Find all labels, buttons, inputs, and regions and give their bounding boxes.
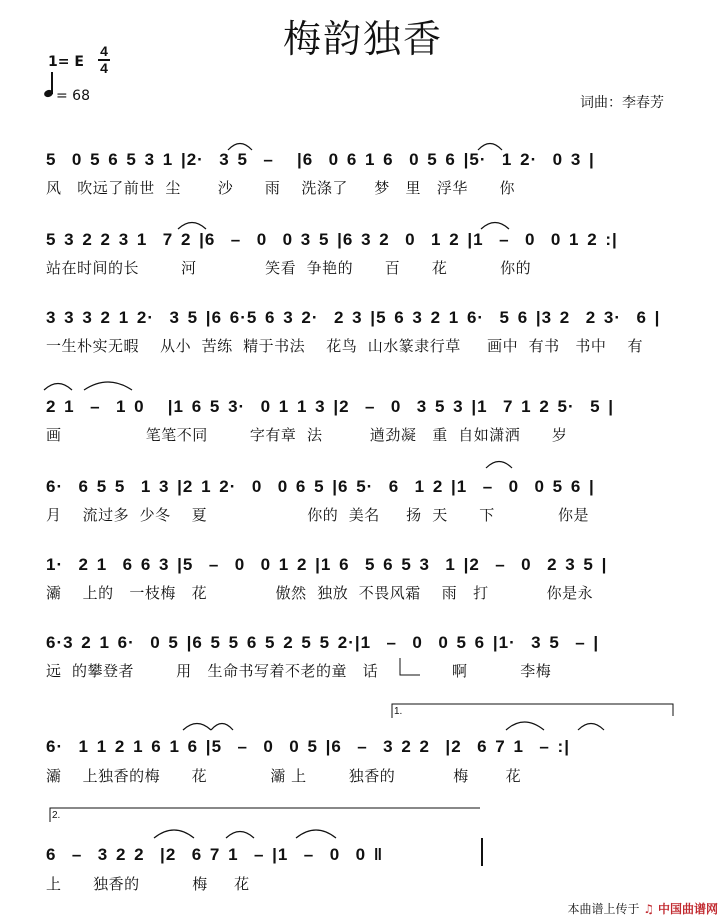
tempo-marking: = 68 xyxy=(56,88,90,104)
system-6-notes: 1· 2 1 6 6 3 |5 – 0 0 1 2 |1 6 5 6 5 3 1 |2 – 0 2 3 5 | xyxy=(46,555,608,574)
slur-mark xyxy=(486,462,512,469)
system-4-notes: 2 1 – 1 0 |1 6 5 3· 0 1 1 3 |2 – 0 3 5 3 |1 7 1 2 5· 5 | xyxy=(46,397,615,416)
slur-mark xyxy=(481,223,509,230)
time-sig-top: 4 xyxy=(100,43,108,59)
footer-brand[interactable]: 中国曲谱网 xyxy=(657,902,718,916)
system-2-lyrics: 站在时间的长 河 笑看 争艳的 百 花 你的 xyxy=(46,259,532,277)
slur-mark xyxy=(84,382,132,390)
system-3-notes: 3 3 3 2 1 2· 3 5 |6 6·5 6 3 2· 2 3 |5 6 3 2 1 6· 5 6 |3 2 2 3· 6 | xyxy=(46,308,661,327)
time-sig-bottom: 4 xyxy=(100,60,108,76)
slur-mark xyxy=(578,724,604,731)
slur-mark xyxy=(296,830,336,838)
system-3-lyrics: 一生朴实无暇 从小 苦练 精于书法 花鸟 山水篆隶行草 画中 有书 书中 有 xyxy=(46,337,644,355)
slur-mark xyxy=(211,724,233,731)
system-9-notes: 6 – 3 2 2 |2 6 7 1 – |1 – 0 0 ‖ xyxy=(46,845,384,864)
volta-1-label: 1. xyxy=(394,706,403,717)
site-logo-icon: ♫ xyxy=(643,902,655,916)
footer-text: 本曲谱上传于 xyxy=(567,902,640,916)
credit: 词曲：李春芳 xyxy=(580,95,664,111)
slur-mark xyxy=(178,223,206,230)
system-8-lyrics: 灞 上独香的梅 花 灞 上 独香的 梅 花 xyxy=(46,767,522,785)
volta-2-label: 2. xyxy=(52,810,61,821)
slur-mark xyxy=(226,832,254,839)
system-2-notes: 5 3 2 2 3 1 7 2 |6 – 0 0 3 5 |6 3 2 0 1 2 |1 – 0 0 1 2 :| xyxy=(46,230,618,249)
system-5-lyrics: 月 流过多 少冬 夏 你的 美名 扬 天 下 你是 xyxy=(46,506,590,524)
volta-2-bracket xyxy=(50,808,480,822)
system-7-lyrics: 远 的攀登者 用 生命书写着不老的童 话 啊 李梅 xyxy=(46,662,552,680)
slur-mark xyxy=(183,724,211,731)
system-4-lyrics: 画 笔笔不同 字有章 法 遒劲凝 重 自如潇洒 岁 xyxy=(46,426,568,444)
volta-1-bracket xyxy=(392,704,673,718)
slur-mark xyxy=(154,830,194,838)
slur-mark xyxy=(228,144,252,151)
key-signature: 1= E xyxy=(48,54,84,70)
system-1-notes: 5 0 5 6 5 3 1 |2· 3 5 – |6 0 6 1 6 0 5 6 |5· 1 2· 0 3 | xyxy=(46,150,595,169)
system-5-notes: 6· 6 5 5 1 3 |2 1 2· 0 0 6 5 |6 5· 6 1 2 |1 – 0 0 5 6 | xyxy=(46,477,595,496)
slur-mark xyxy=(478,144,502,151)
slur-mark xyxy=(506,722,544,730)
system-8-notes: 6· 1 1 2 1 6 1 6 |5 – 0 0 5 |6 – 3 2 2 |2 6 7 1 – :| xyxy=(46,737,570,756)
song-title: 梅韵独香 xyxy=(282,17,443,61)
slur-mark xyxy=(44,384,72,391)
system-1-lyrics: 风 吹远了前世 尘 沙 雨 洗涤了 梦 里 浮华 你 xyxy=(46,179,515,197)
footer xyxy=(568,900,718,917)
system-7-notes: 6·3 2 1 6· 0 5 |6 5 5 6 5 2 5 5 2·|1 – 0 0 5 6 |1· 3 5 – | xyxy=(46,633,600,652)
system-6-lyrics: 灞 上的 一枝梅 花 傲然 独放 不畏风霜 雨 打 你是永 xyxy=(46,584,594,602)
bracket-mark xyxy=(400,658,420,675)
system-9-lyrics: 上 独香的 梅 花 xyxy=(46,875,250,893)
